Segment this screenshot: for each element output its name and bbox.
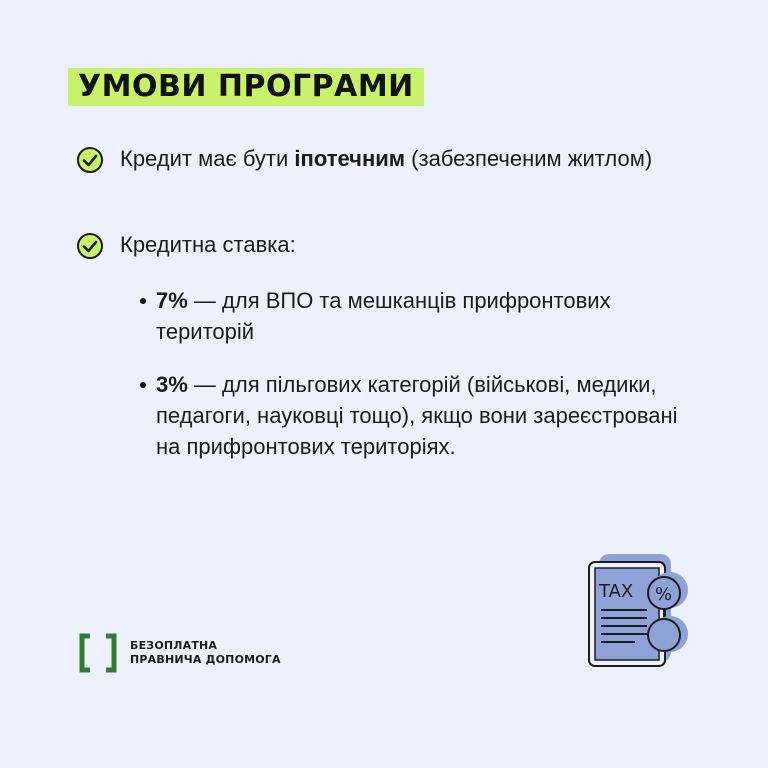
condition-item-mortgage <box>76 144 680 174</box>
rate-list <box>140 285 721 484</box>
rate-text: 7% — для ВПО та мешканців прифронтових територій <box>156 288 611 344</box>
condition-text: Кредитна ставка: <box>120 232 296 257</box>
bullet-dot <box>140 382 146 388</box>
condition-item-rate <box>76 230 680 260</box>
title-highlight <box>68 68 424 106</box>
check-circle-icon <box>76 232 104 260</box>
organization-logo <box>78 633 281 673</box>
rate-text: 3% — для пільгових категорій (військові, медики, педагоги, науковці тощо), якщо вони зареєстровані на прифронтових територіях. <box>156 372 721 459</box>
tax-document-icon <box>585 552 695 672</box>
bullet-dot <box>140 298 146 304</box>
check-circle-icon <box>76 146 104 174</box>
condition-text: Кредит має бути іпотечним (забезпеченим житлом) <box>120 146 653 171</box>
page-title: УМОВИ ПРОГРАМИ <box>78 69 414 104</box>
list-item <box>140 369 721 462</box>
list-item <box>140 285 700 347</box>
logo-text: БЕЗОПЛАТНА ПРАВНИЧА ДОПОМОГА <box>130 639 281 666</box>
bracket-logo-icon <box>78 633 118 673</box>
tax-label: TAX <box>599 581 634 602</box>
percent-symbol: % <box>655 584 673 605</box>
